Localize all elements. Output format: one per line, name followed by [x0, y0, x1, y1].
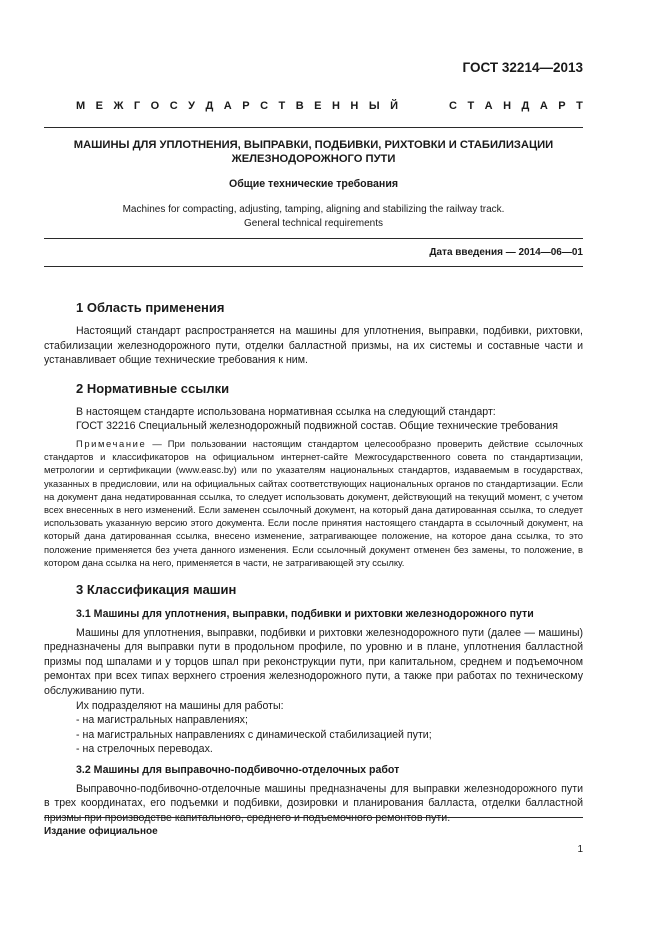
header-rule — [44, 127, 583, 128]
section-paragraph: Машины для уплотнения, выправки, подбивки и рихтовки железнодорожного пути (далее — машины) предназначены для выправки пути в продольном профиле, по уровню и в плане, уплотнения балластной призмы под шпалами и у торцов шпал при реконструкции пути, при капитальном, среднем и подъемочном ремонтах при всех типах верхнего строения железнодорожного пути, а также при работах по техническому обслуживанию пути. — [44, 626, 583, 697]
section-heading: 1 Область применения — [76, 300, 225, 315]
page-number: 1 — [577, 844, 583, 855]
document-body — [44, 300, 583, 825]
document-subtitle: Общие технические требования — [228, 178, 399, 190]
standard-number: ГОСТ 32214—2013 — [462, 60, 583, 75]
date-rule — [44, 266, 583, 267]
section-heading: 2 Нормативные ссылки — [76, 380, 230, 396]
list-item: - на магистральных направлениях; — [76, 714, 248, 727]
banner-letter: Г — [133, 100, 141, 112]
list-item: - на стрелочных переводах. — [76, 743, 213, 756]
list-item: - на магистральных направлениях с динамической стабилизацией пути; — [76, 728, 432, 741]
banner-letter: Е — [95, 100, 103, 112]
english-title — [44, 203, 583, 230]
banner-letter: Ы — [368, 100, 380, 112]
banner-letter: У — [188, 100, 195, 112]
section-heading: 3 Классификация машин — [76, 582, 237, 597]
title-line: МАШИНЫ ДЛЯ УПЛОТНЕНИЯ, ВЫПРАВКИ, ПОДБИВКИ, РИХТОВКИ И СТАБИЛИЗАЦИИ — [73, 139, 554, 151]
subsection-heading: 3.2 Машины для выправочно-подбивочно-отделочных работ — [76, 763, 400, 776]
banner-letter: С — [260, 100, 269, 112]
banner-letter: О — [150, 100, 160, 112]
banner-letter: В — [295, 100, 304, 112]
section-paragraph: Выправочно-подбивочно-отделочные машины предназначены для выправки железнодорожного пути в трех координатах, его подъемки и подбивки, дозировки и планирования балласта, отделки балластной призмы при производстве капитального, среднего и подъемочного ремонтов пути. — [44, 782, 583, 824]
banner-letter: Т — [278, 100, 286, 112]
introduction-date: Дата введения — 2014—06—01 — [429, 247, 583, 258]
normative-reference: ГОСТ 32216 Специальный железнодорожный подвижной состав. Общие технические требования — [76, 420, 558, 433]
section-paragraph: Настоящий стандарт распространяется на машины для уплотнения, выправки, подбивки, рихтовки, стабилизации железнодорожного пути, отделки балластной призмы, на их системы и составные части и устанавливает общие технические требования к ним. — [44, 325, 583, 367]
list-intro: Их подразделяют на машины для работы: — [76, 699, 284, 712]
banner-letter: С — [449, 100, 457, 112]
interstate-standard-banner — [76, 99, 583, 114]
banner-letter: Н — [503, 100, 512, 112]
banner-letter: М — [76, 100, 86, 112]
banner-letter: Д — [205, 100, 214, 112]
banner-letter: Е — [314, 100, 322, 112]
banner-letter: Р — [242, 100, 250, 112]
footer-rule — [44, 817, 583, 818]
banner-letter: Т — [467, 100, 475, 112]
banner-letter: А — [484, 100, 493, 112]
banner-letter: Т — [576, 100, 583, 112]
banner-letter: А — [539, 100, 548, 112]
english-title-line: Machines for compacting, adjusting, tamping, aligning and stabilizing the railway track. — [122, 204, 505, 215]
banner-letter: Р — [558, 100, 566, 112]
note-text: — При пользовании настоящим стандартом целесообразно проверить действие ссылочных стандартов и классификаторов на официальном интернет-сайте Межгосударственного совета по стандартизации, метрологии и сертификации (www.easc.by) или по указателям национальных стандартов, издаваемым в государствах, указанных в предисловии, или на официальных сайтах соответствующих национальных органов по стандартизации. Если на документ дана недатированная ссылка, то следует использовать документ, действующий на текущий момент, с учетом всех внесенных в него изменений. Если заменен ссылочный документ, на который дана датированная ссылка, то следует использовать указанную версию этого документа. Если после принятия настоящего стандарта в ссылочный документ, на который дана датированная ссылка, внесено изменение, затрагивающее положение, на которое дана ссылка, то это положение применяется без учета данного изменения. Если ссылочный документ отменен без замены, то положение, в котором дана ссылка на него, применяется в части, не затрагивающей эту ссылку. — [44, 437, 583, 568]
banner-gap — [409, 99, 439, 114]
banner-letter: Д — [521, 100, 530, 112]
note-paragraph — [44, 437, 583, 569]
banner-letter: Н — [350, 100, 359, 112]
english-title-line: General technical requirements — [244, 217, 383, 229]
note-label: Примечание — [76, 437, 147, 449]
title-rule — [44, 238, 583, 239]
edition-label: Издание официальное — [44, 826, 158, 837]
title-line: ЖЕЛЕЗНОДОРОЖНОГО ПУТИ — [231, 153, 396, 165]
document-title — [44, 138, 583, 166]
banner-letter: Ж — [113, 100, 124, 112]
banner-letter: С — [169, 100, 178, 112]
banner-letter: А — [223, 100, 232, 112]
banner-letter: Н — [331, 100, 340, 112]
banner-letter: Й — [390, 100, 399, 112]
section-paragraph: В настоящем стандарте использована нормативная ссылка на следующий стандарт: — [76, 405, 496, 418]
subsection-heading: 3.1 Машины для уплотнения, выправки, подбивки и рихтовки железнодорожного пути — [76, 608, 534, 620]
